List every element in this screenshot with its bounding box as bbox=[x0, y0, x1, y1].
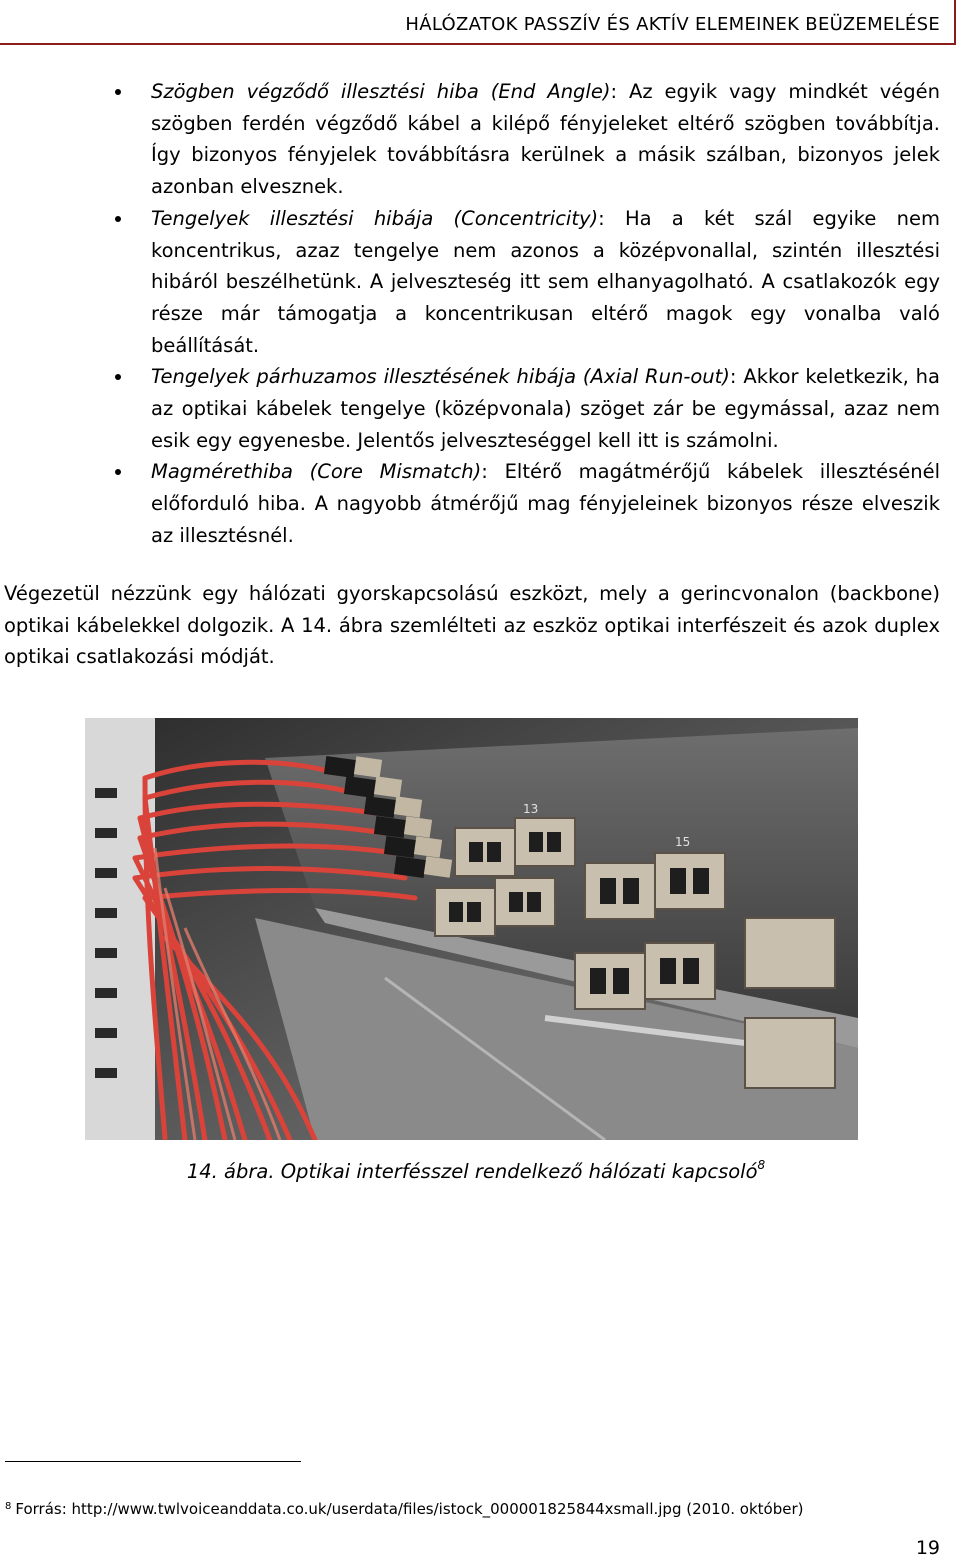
switch-photo bbox=[85, 718, 858, 1140]
figure-caption bbox=[0, 1158, 952, 1183]
header-vertical-rule bbox=[954, 0, 956, 44]
figure-caption-text: 14. ábra. Optikai interfésszel rendelkező hálózati kapcsoló bbox=[186, 1160, 758, 1183]
header-title: HÁLÓZATOK PASSZÍV ÉS AKTÍV ELEMEINEK BEÜZEMELÉSE bbox=[405, 14, 940, 35]
list-item bbox=[151, 76, 940, 203]
list-item bbox=[151, 456, 940, 551]
footnote-reference[interactable]: 8 bbox=[757, 1158, 766, 1172]
bullet-text: : Akkor keletkezik, ha az optikai kábelek tengelye (középvonala) szöget zár be egymással, azaz nem esik egy egyenesbe. Jelentős jelveszteséggel kell itt is számolni. bbox=[151, 365, 940, 452]
bullet-icon bbox=[115, 469, 121, 475]
bullet-text: : Ha a két szál egyike nem koncentrikus, azaz tengelye nem azonos a középvonallal, szintén illesztési hibáról beszélhetünk. A jelveszteség itt sem elhanyagolható. A csatlakozók egy része már támogatja a koncentrikusan eltérő magok egy vonalba való beállítását. bbox=[151, 206, 940, 357]
page-number: 19 bbox=[915, 1537, 940, 1559]
bullet-term: Magmérethiba (Core Mismatch) bbox=[151, 460, 482, 484]
page-header bbox=[0, 0, 960, 44]
bullet-icon bbox=[115, 374, 121, 380]
bullet-text: : Eltérő magátmérőjű kábelek illesztésénél előforduló hiba. A nagyobb átmérőjű mag fényjeleinek bizonyos része elveszik az illesztésnél. bbox=[151, 460, 941, 547]
port-label: 13 bbox=[523, 802, 539, 816]
list-item bbox=[151, 361, 940, 456]
bullet-term: Tengelyek párhuzamos illesztésének hibája (Axial Run-out) bbox=[151, 365, 730, 389]
footnote-divider bbox=[5, 1461, 301, 1462]
switch-photo-illustration bbox=[85, 718, 858, 1140]
header-horizontal-rule bbox=[0, 43, 956, 45]
bullet-icon bbox=[115, 89, 121, 95]
footnote-marker: 8 bbox=[5, 1501, 12, 1512]
footnote bbox=[5, 1500, 804, 1518]
bullet-icon bbox=[115, 216, 121, 222]
bullet-text: : Az egyik vagy mindkét végén szögben ferdén végződő kábel a kilépő fényjeleket eltérő szögben továbbítja. Így bizonyos fényjelek továbbításra kerülnek a másik szálban, bizonyos jelek azonban elvesznek. bbox=[151, 80, 940, 199]
list-item bbox=[151, 203, 940, 362]
footnote-text: Forrás: http://www.twlvoiceanddata.co.uk/userdata/files/istock_000001825844xsmall.jpg (2010. október) bbox=[15, 1500, 804, 1518]
body-paragraph: Végezetül nézzünk egy hálózati gyorskapcsolású eszközt, mely a gerincvonalon (backbone) optikai kábelekkel dolgozik. A 14. ábra szemlélteti az eszköz optikai interfészeit és azok duplex optikai csatlakozási módját. bbox=[4, 582, 940, 669]
bullet-term: Szögben végződő illesztési hiba (End Angle) bbox=[151, 80, 611, 103]
bullet-term: Tengelyek illesztési hibája (Concentricity) bbox=[151, 206, 599, 230]
bullet-list bbox=[0, 76, 960, 552]
port-label: 15 bbox=[675, 835, 691, 849]
